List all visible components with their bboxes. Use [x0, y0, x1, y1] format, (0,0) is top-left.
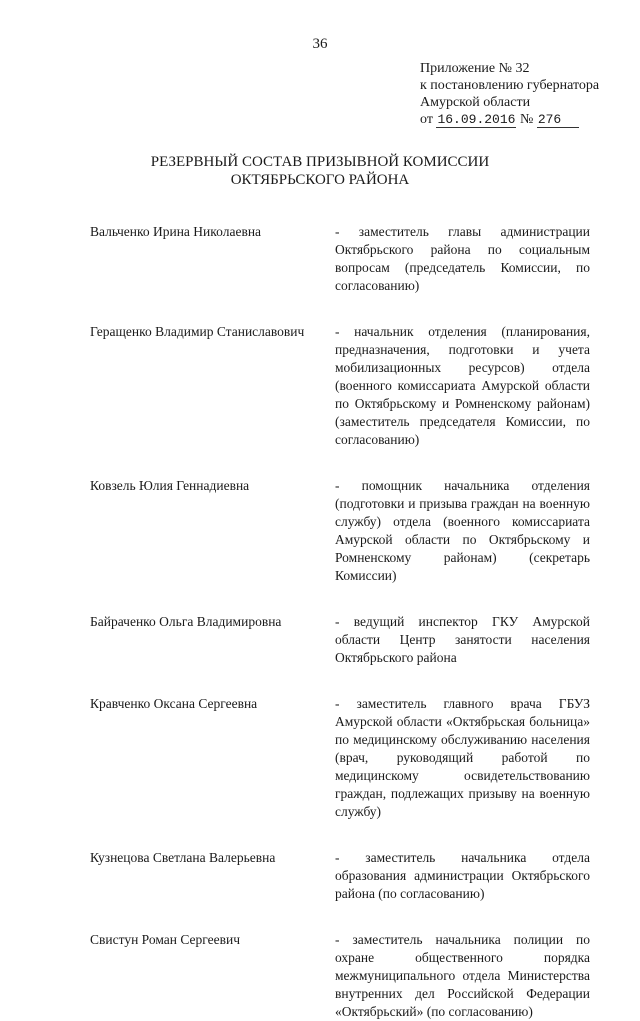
title-line-2: ОКТЯБРЬСКОГО РАЙОНА: [230, 172, 410, 188]
member-role: - заместитель главного врача ГБУЗ Амурской области «Октябрьская больница» по медицинскому обслуживанию населения (врач, руководящий работой по медицинскому освидетельствованию граждан, подлежащих призыву на военную службу): [335, 696, 590, 819]
member-row: [90, 695, 590, 821]
member-name: Кузнецова Светлана Валерьевна: [90, 850, 276, 865]
appendix-reference: к постановлению губернатора: [420, 78, 600, 93]
page-number: 36: [312, 36, 328, 52]
member-name: Байраченко Ольга Владимировна: [90, 614, 282, 629]
member-role: - заместитель начальника полиции по охране общественного порядка межмуниципального отдела Министерства внутренних дел Российской Федерации «Октябрьский» (по согласованию): [335, 932, 590, 1019]
member-name: Геращенко Владимир Станиславович: [90, 324, 305, 339]
member-row: [90, 477, 590, 585]
member-role: - заместитель главы администрации Октябрьского района по социальным вопросам (председатель Комиссии, по согласованию): [335, 224, 590, 293]
title-line-1: РЕЗЕРВНЫЙ СОСТАВ ПРИЗЫВНОЙ КОМИССИИ: [150, 154, 490, 170]
member-name: Вальченко Ирина Николаевна: [90, 224, 262, 239]
appendix-block: [420, 60, 620, 128]
member-row: [90, 931, 590, 1021]
member-role: - ведущий инспектор ГКУ Амурской области Центр занятости населения Октябрьского района: [335, 614, 590, 665]
member-row: [90, 849, 590, 903]
member-role: - помощник начальника отделения (подготовки и призыва граждан на военную службу) отдела (военного комиссариата Амурской области по Октябрьскому и Ромненскому районам) (секретарь Комиссии): [335, 478, 590, 583]
decree-date: 16.09.2016: [437, 112, 516, 127]
appendix-date-line: [420, 111, 620, 128]
member-row: [90, 223, 590, 295]
document-title: [0, 153, 640, 189]
appendix-title: Приложение № 32: [420, 61, 530, 76]
members-list: [90, 223, 590, 1021]
member-name: Ковзель Юлия Геннадиевна: [90, 478, 250, 493]
member-name: Свистун Роман Сергеевич: [90, 932, 241, 947]
member-role: - заместитель начальника отдела образования администрации Октябрьского района (по согласованию): [335, 850, 590, 901]
number-label: №: [519, 112, 534, 127]
appendix-region: Амурской области: [420, 95, 531, 110]
member-name: Кравченко Оксана Сергеевна: [90, 696, 258, 711]
decree-number: 276: [537, 112, 579, 128]
member-row: [90, 323, 590, 449]
member-role: - начальник отделения (планирования, предназначения, подготовки и учета мобилизационных ресурсов) отдела (военного комиссариата Амурской области по Октябрьскому и Ромненскому районам) (заместитель председателя Комиссии, по согласованию): [335, 324, 590, 447]
member-row: [90, 613, 590, 667]
from-label: от: [420, 112, 433, 127]
